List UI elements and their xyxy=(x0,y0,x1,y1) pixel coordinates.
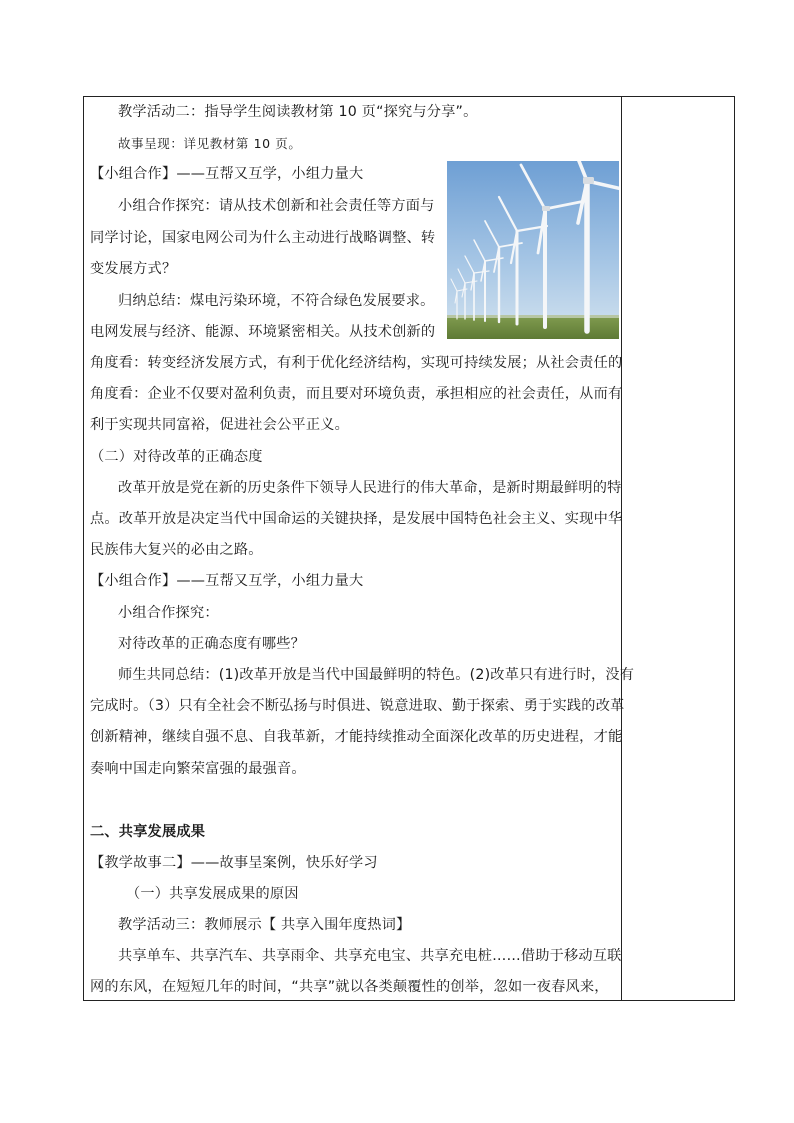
group-inquiry-line-3: 变发展方式？ xyxy=(90,261,177,277)
group-cooperation-heading: 【小组合作】——互帮又互学，小组力量大 xyxy=(90,166,364,182)
reform-paragraph-line-3: 民族伟大复兴的必由之路。 xyxy=(90,542,263,558)
story-presentation-line: 故事呈现：详见教材第 10 页。 xyxy=(118,136,302,151)
activity-three-line: 教学活动三：教师展示【 共享入围年度热词】 xyxy=(118,917,411,933)
sharing-paragraph-line-1: 共享单车、共享汽车、共享雨伞、共享充电宝、共享充电桩……借助于移动互联 xyxy=(118,948,622,964)
section-shared-reason-heading: （一）共享发展成果的原因 xyxy=(126,886,299,902)
joint-summary-line-3: 创新精神，继续自强不息、自我革新，才能持续推动全面深化改革的历史进程，才能 xyxy=(90,729,623,745)
column-divider xyxy=(621,97,622,1000)
group-inquiry-question: 对待改革的正确态度有哪些？ xyxy=(118,636,306,652)
summary-line-1: 归纳总结：煤电污染环境，不符合绿色发展要求。 xyxy=(118,293,435,309)
section-two-heading: 二、共享发展成果 xyxy=(90,824,206,840)
lesson-table xyxy=(83,96,735,1001)
reform-paragraph-line-1: 改革开放是党在新的历史条件下领导人民进行的伟大革命，是新时期最鲜明的特 xyxy=(118,480,622,496)
group-inquiry-label: 小组合作探究： xyxy=(118,605,219,621)
group-cooperation-heading-2: 【小组合作】——互帮又互学，小组力量大 xyxy=(90,573,364,589)
summary-line-5: 利于实现共同富裕，促进社会公平正义。 xyxy=(90,417,349,433)
joint-summary-line-4: 奏响中国走向繁荣富强的最强音。 xyxy=(90,761,306,777)
section-reform-attitude-heading: （二）对待改革的正确态度 xyxy=(90,449,263,465)
teaching-story-two-heading: 【教学故事二】——故事呈案例，快乐好学习 xyxy=(90,855,378,871)
summary-line-2: 电网发展与经济、能源、环境紧密相关。从技术创新的 xyxy=(90,324,436,340)
joint-summary-line-2: 完成时。（3）只有全社会不断弘扬与时俱进、锐意进取、勤于探索、勇于实践的改革 xyxy=(90,698,625,714)
group-inquiry-line-2: 同学讨论，国家电网公司为什么主动进行战略调整、转 xyxy=(90,230,436,246)
summary-line-4: 角度看：企业不仅要对盈利负责，而且要对环境负责，承担相应的社会责任，从而有 xyxy=(90,386,623,402)
wind-turbines-photo xyxy=(447,161,619,339)
reform-paragraph-line-2: 点。改革开放是决定当代中国命运的关键抉择，是发展中国特色社会主义、实现中华 xyxy=(90,511,623,527)
group-inquiry-line-1: 小组合作探究：请从技术创新和社会责任等方面与 xyxy=(118,198,435,214)
summary-line-3: 角度看：转变经济发展方式，有利于优化经济结构，实现可持续发展；从社会责任的 xyxy=(90,355,623,371)
joint-summary-line-1: 师生共同总结：(1)改革开放是当代中国最鲜明的特色。(2)改革只有进行时，没有 xyxy=(118,667,635,683)
sharing-paragraph-line-2: 网的东风，在短短几年的时间，“共享”就以各类颠覆性的创举，忽如一夜春风来， xyxy=(90,979,609,995)
activity-two-line: 教学活动二：指导学生阅读教材第 10 页“探究与分享”。 xyxy=(118,104,478,120)
